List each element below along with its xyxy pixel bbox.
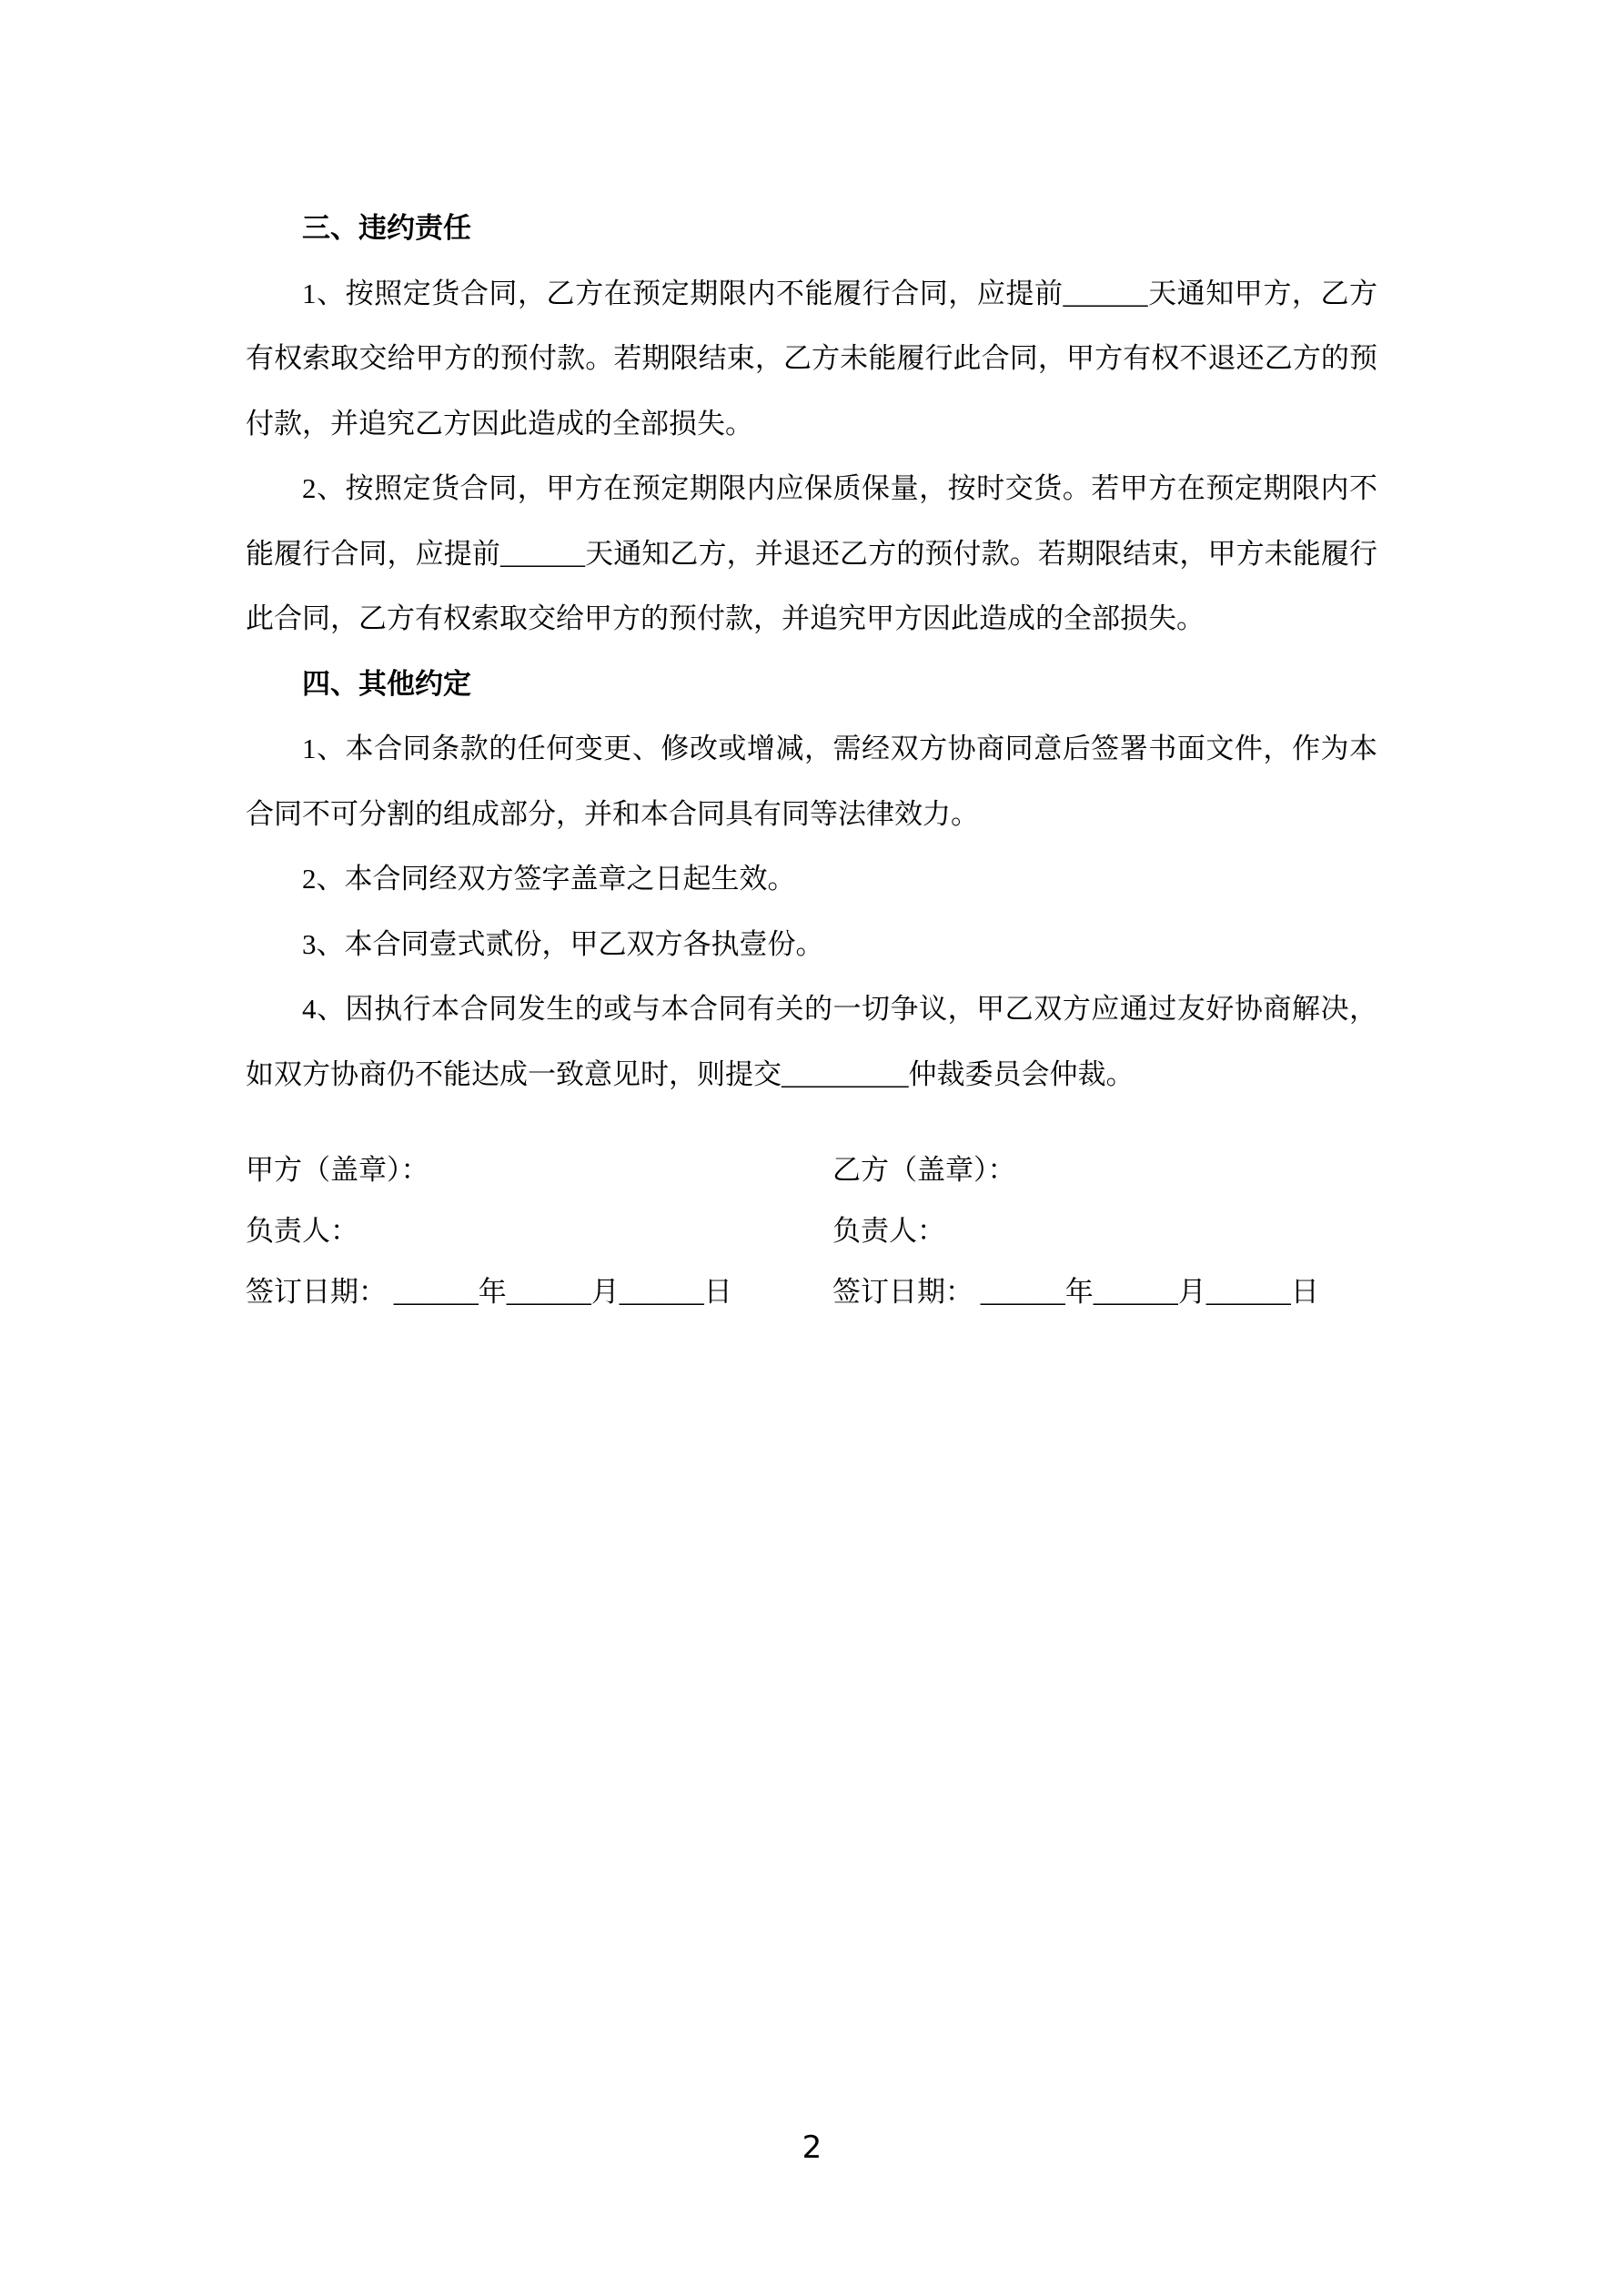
document-line: 2、按照定货合同，甲方在预定期限内应保质保量，按时交货。若甲方在预定期限内不 [302,472,1377,504]
document-line: 付款，并追究乙方因此造成的全部损失。 [246,407,753,440]
document-line: 2、本合同经双方签字盖章之日起生效。 [302,863,796,895]
party-a-seal-line: 甲方（盖章）： [246,1154,429,1186]
document-line: 有权索取交给甲方的预付款。若期限结束，乙方未能履行此合同，甲方有权不退还乙方的预 [246,342,1377,374]
document-line: 合同不可分割的组成部分，并和本合同具有同等法律效力。 [246,797,979,830]
document-line: 3、本合同壹式贰份，甲乙双方各执壹份。 [302,927,824,960]
document-line: 能履行合同，应提前______天通知乙方，并退还乙方的预付款。若期限结束，甲方未能履行 [246,537,1377,570]
party-b-responsible-line: 负责人： [832,1215,945,1247]
party-b-date-line: 签订日期： ______年______月______日 [832,1276,1319,1308]
party-a-responsible-line: 负责人： [246,1215,358,1247]
party-b-seal-line: 乙方（盖章）： [832,1154,1016,1186]
section-heading: 三、违约责任 [302,212,471,244]
section-heading: 四、其他约定 [302,667,471,700]
signature-block [246,1139,1377,1322]
document-line: 此合同，乙方有权索取交给甲方的预付款，并追究甲方因此造成的全部损失。 [246,602,1205,634]
party-a-date-line: 签订日期： ______年______月______日 [246,1276,732,1308]
document-line: 1、按照定货合同，乙方在预定期限内不能履行合同，应提前______天通知甲方，乙方 [302,277,1377,309]
party-b-signature-column [832,1139,1377,1322]
party-a-signature-column [246,1139,832,1322]
document-line: 4、因执行本合同发生的或与本合同有关的一切争议，甲乙双方应通过友好协商解决， [302,993,1377,1025]
contract-body [246,196,1377,1107]
document-line: 1、本合同条款的任何变更、修改或增减，需经双方协商同意后签署书面文件，作为本 [302,733,1377,764]
page-number: 2 [802,2129,822,2166]
document-line: 如双方协商仍不能达成一致意见时，则提交_________仲裁委员会仲裁。 [246,1057,1135,1090]
